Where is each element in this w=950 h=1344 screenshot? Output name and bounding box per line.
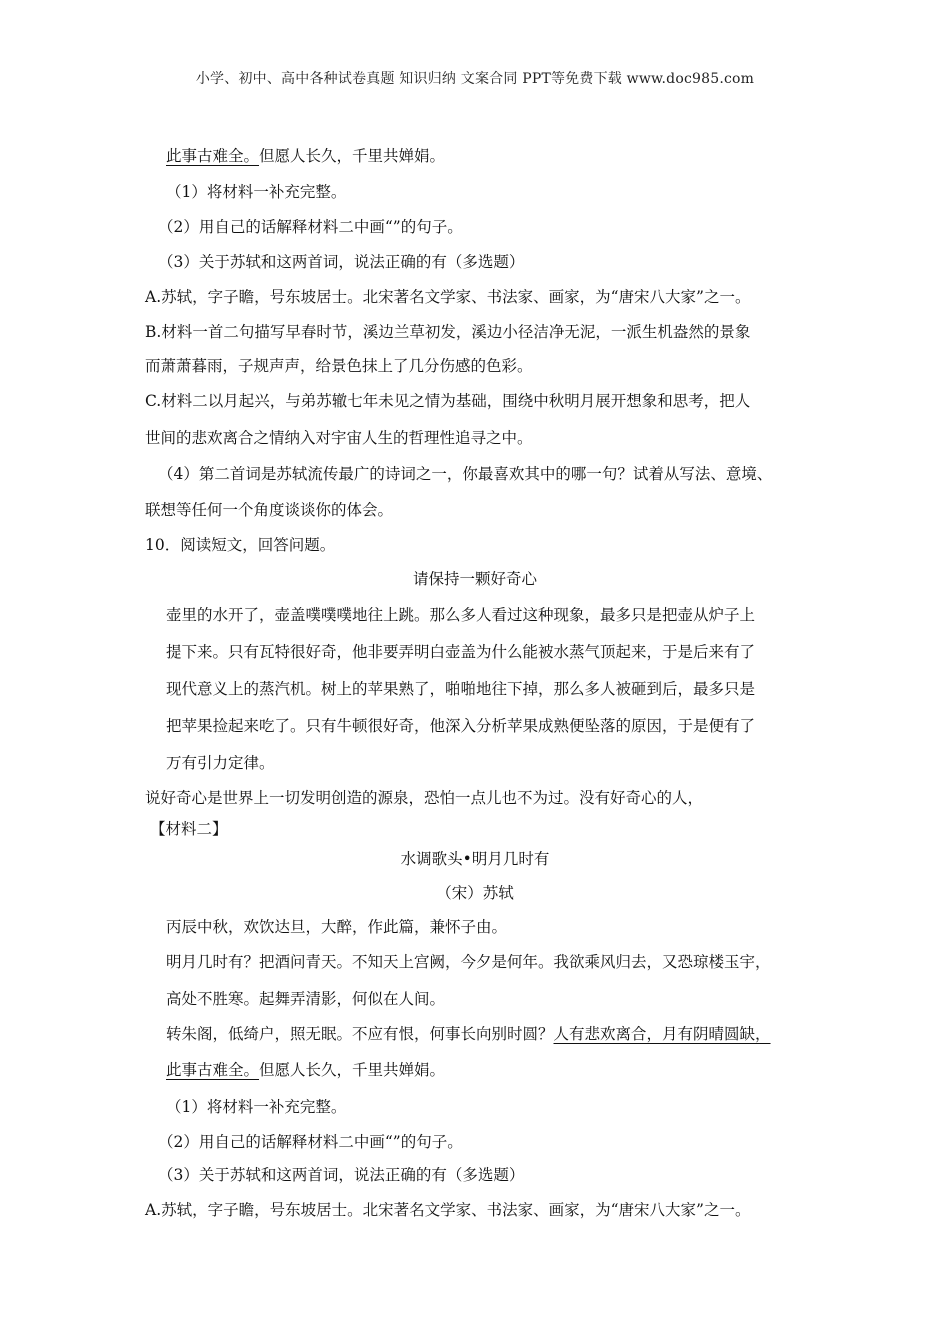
essay-para1-line-3: 现代意义上的蒸汽机。树上的苹果熟了，啪啪地往下掉，那么多人被砸到后，最多只是 (166, 680, 756, 698)
question-2: （2）用自己的话解释材料二中画“”的句子。 (158, 218, 463, 236)
poem-verse1-line-1: 明月几时有？把酒问青天。不知天上宫阙，今夕是何年。我欲乘风归去，又恐琼楼玉宇， (166, 953, 771, 971)
underlined-sentence: 人有悲欢离合，月有阴晴圆缺， (553, 1025, 771, 1043)
poem-verse2-line-1 (166, 1024, 771, 1044)
option-a-repeat: A.苏轼，字子瞻，号东坡居士。北宋著名文学家、书法家、画家，为“唐宋八大家”之一。 (145, 1201, 751, 1219)
essay-para1-line-5: 万有引力定律。 (166, 754, 275, 772)
question-1-repeat: （1）将材料一补充完整。 (166, 1098, 347, 1116)
poem-author: （宋）苏轼 (436, 884, 514, 902)
essay-para1-line-4: 把苹果捡起来吃了。只有牛顿很好奇，他深入分析苹果成熟便坠落的原因，于是便有了 (166, 717, 756, 735)
question-3-repeat: （3）关于苏轼和这两首词，说法正确的有（多选题） (158, 1166, 525, 1184)
question-2-repeat: （2）用自己的话解释材料二中画“”的句子。 (158, 1133, 463, 1151)
poem-continuation-line (166, 146, 445, 166)
poem-verse1-line-2: 高处不胜寒。起舞弄清影，何似在人间。 (166, 990, 446, 1008)
poem-text: 转朱阁，低绮户，照无眠。不应有恨，何事长向别时圆？ (166, 1025, 554, 1043)
essay-para2: 说好奇心是世界上一切发明创造的源泉，恐怕一点儿也不为过。没有好奇心的人， (145, 789, 704, 807)
question-4-line-1: （4）第二首词是苏轼流传最广的诗词之一，你最喜欢其中的哪一句？试着从写法、意境、 (158, 465, 773, 483)
poem-text: 但愿人长久，千里共婵娟。 (259, 147, 446, 165)
essay-para1-line-2: 提下来。只有瓦特很好奇，他非要弄明白壶盖为什么能被水蒸气顶起来，于是后来有了 (166, 643, 756, 661)
material-2-label: 【材料二】 (150, 820, 228, 838)
poem-preface: 丙辰中秋，欢饮达旦，大醉，作此篇，兼怀子由。 (166, 918, 508, 936)
option-c-line-2: 世间的悲欢离合之情纳入对宇宙人生的哲理性追寻之中。 (145, 429, 533, 447)
option-c-line-1: C.材料二以月起兴，与弟苏辙七年未见之情为基础，围绕中秋明月展开想象和思考，把人 (145, 392, 751, 410)
underlined-sentence: 此事古难全。 (166, 1061, 260, 1079)
question-10-title: 10．阅读短文，回答问题。 (145, 536, 336, 554)
poem-title: 水调歌头•明月几时有 (400, 850, 550, 868)
essay-title: 请保持一颗好奇心 (412, 570, 537, 588)
poem-text: 但愿人长久，千里共婵娟。 (259, 1061, 446, 1079)
essay-para1-line-1: 壶里的水开了，壶盖噗噗噗地往上跳。那么多人看过这种现象，最多只是把壶从炉子上 (166, 606, 756, 624)
question-3: （3）关于苏轼和这两首词，说法正确的有（多选题） (158, 253, 525, 271)
question-1: （1）将材料一补充完整。 (166, 183, 347, 201)
option-a: A.苏轼，字子瞻，号东坡居士。北宋著名文学家、书法家、画家，为“唐宋八大家”之一。 (145, 288, 751, 306)
poem-verse2-line-2 (166, 1060, 445, 1080)
option-b-line-1: B.材料一首二句描写早春时节，溪边兰草初发，溪边小径洁净无泥，一派生机盎然的景象 (145, 323, 751, 341)
page-header: 小学、初中、高中各种试卷真题 知识归纳 文案合同 PPT等免费下载 www.doc985.com (195, 71, 755, 87)
option-b-line-2: 而萧萧暮雨，子规声声，给景色抹上了几分伤感的色彩。 (145, 357, 533, 375)
underlined-sentence: 此事古难全。 (166, 147, 260, 165)
question-4-line-2: 联想等任何一个角度谈谈你的体会。 (145, 501, 394, 519)
